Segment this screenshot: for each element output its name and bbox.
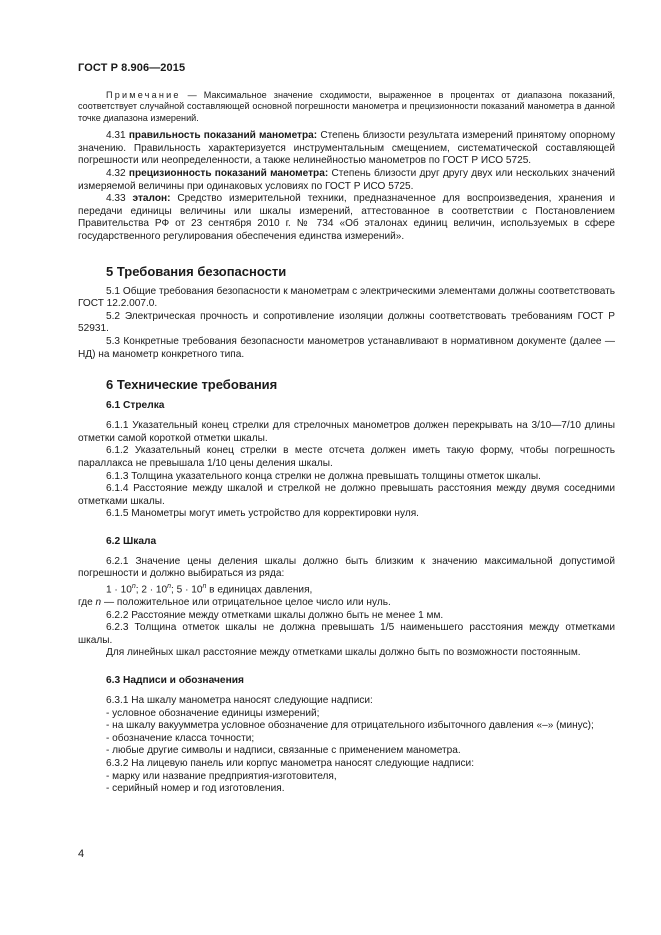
definition-term: прецизионность показаний манометра: (128, 168, 329, 179)
paragraph-6-1-1: 6.1.1 Указательный конец стрелки для стрелочных манометров должен перекрывать на 3/10—7/10 длины отметки самой короткой отметки шкалы. (78, 420, 615, 444)
note-paragraph (78, 90, 615, 124)
paragraph-6-1-2: 6.1.2 Указательный конец стрелки в месте отсчета должен иметь такую форму, чтобы погрешность параллакса не превышала 1/10 цены деления шкалы. (78, 445, 615, 469)
definition-number: 4.33 (106, 193, 133, 205)
list-item: - серийный номер и год изготовления. (106, 783, 285, 795)
definition-term: правильность показаний манометра: (128, 130, 318, 142)
definition-text: Средство измерительной техники, предназначенное для воспроизведения, хранения и передачи единицы величины или шкалы измерений, аттестованное в соответствии с Постановлением Правительства РФ от 23 сентября 2010 г. № 734 «Об эталонах единиц величин, используемых в сфере государственного регулирования обеспечения единства измерений». (78, 193, 615, 242)
subsection-6-1-heading: 6.1 Стрелка (106, 400, 165, 412)
paragraph-6-2-2: 6.2.2 Расстояние между отметками шкалы должно быть не менее 1 мм. (106, 609, 444, 621)
variable-n: n (95, 597, 102, 609)
list-item: - на шкалу вакуумметра условное обозначение для отрицательного избыточного давления «–» (минус); (106, 720, 594, 732)
page-number: 4 (78, 848, 85, 860)
formula-part: ; 2 · 10 (135, 584, 168, 596)
where-text: — положительное или отрицательное целое число или нуль. (101, 597, 391, 609)
scale-series-formula (78, 581, 615, 597)
subsection-6-2-heading: 6.2 Шкала (106, 535, 157, 547)
definition-4-32 (78, 168, 615, 193)
definition-number: 4.31 (106, 130, 129, 142)
page-content (78, 90, 615, 796)
paragraph-6-3-2: 6.3.2 На лицевую панель или корпус манометра наносят следующие надписи: (106, 757, 474, 769)
paragraph-6-1-4: 6.1.4 Расстояние между шкалой и стрелкой не должно превышать расстояния между двумя соседними отметками шкалы. (78, 483, 615, 507)
where-label: где (78, 597, 96, 609)
formula-exponent: n (167, 583, 172, 591)
paragraph-6-1-5: 6.1.5 Манометры могут иметь устройство для корректировки нуля. (106, 508, 419, 520)
formula-part: в единицах давления, (206, 584, 313, 596)
section-6-heading: 6 Технические требования (106, 377, 278, 393)
document-header: ГОСТ Р 8.906—2015 (78, 62, 186, 74)
paragraph-6-1-3: 6.1.3 Толщина указательного конца стрелки не должна превышать толщины отметок шкалы. (106, 470, 541, 482)
formula-part: ; 5 · 10 (171, 584, 203, 596)
formula-exponent: n (202, 583, 207, 591)
definition-number: 4.32 (106, 168, 129, 179)
section-5-heading: 5 Требования безопасности (106, 263, 287, 279)
formula-explanation (78, 597, 615, 610)
list-item: - обозначение класса точности; (106, 732, 255, 744)
definition-text: Степень близости друг другу двух или нескольких значений измеряемой величины при одинаковых условиях по ГОСТ Р ИСО 5725. (78, 168, 616, 192)
formula-exponent: n (131, 583, 136, 591)
paragraph-6-2-3: 6.2.3 Толщина отметок шкалы не должна превышать 1/5 наименьшего расстояния между отметками шкалы. (78, 622, 615, 646)
paragraph-6-2-3-cont: Для линейных шкал расстояние между отметками шкалы должно быть по возможности постоянным. (106, 647, 581, 659)
list-item: - любые другие символы и надписи, связанные с применением манометра. (106, 745, 461, 757)
paragraph-5-2: 5.2 Электрическая прочность и сопротивление изоляции должны соответствовать требованиям ГОСТ Р 52931. (78, 310, 615, 335)
formula-part: 1 · 10 (106, 584, 132, 596)
definition-text: Степень близости результата измерений принятому опорному значению. Правильность характеризуется инструментальным смещением, систематической составляющей погрешности или неопределенности, а также нелинейностью манометров по ГОСТ Р ИСО 5725. (78, 130, 615, 167)
subsection-6-3-heading: 6.3 Надписи и обозначения (106, 674, 244, 686)
definition-4-33 (78, 193, 615, 243)
definition-term: эталон: (132, 193, 171, 205)
paragraph-6-3-1: 6.3.1 На шкалу манометра наносят следующие надписи: (106, 694, 373, 706)
note-label: Примечание (106, 90, 181, 100)
paragraph-5-1: 5.1 Общие требования безопасности к манометрам с электрическими элементами должны соответствовать ГОСТ 12.2.007.0. (78, 285, 615, 310)
note-text: — Максимальное значение сходимости, выраженное в процентах от диапазона показаний, соответствует случайной составляющей основной погрешности манометра и прецизионности показаний манометра в данной точке диапазона измерений. (78, 90, 615, 123)
paragraph-5-3: 5.3 Конкретные требования безопасности манометров устанавливают в нормативном документе (далее — НД) на манометр конкретного типа. (78, 335, 615, 360)
list-item: - условное обозначение единицы измерений; (106, 707, 320, 719)
list-item: - марку или название предприятия-изготовителя, (106, 770, 337, 782)
paragraph-6-2-1: 6.2.1 Значение цены деления шкалы должно быть близким к значению максимальной допустимой погрешности и должно выбираться из ряда: (78, 555, 615, 580)
definition-4-31 (78, 130, 615, 168)
